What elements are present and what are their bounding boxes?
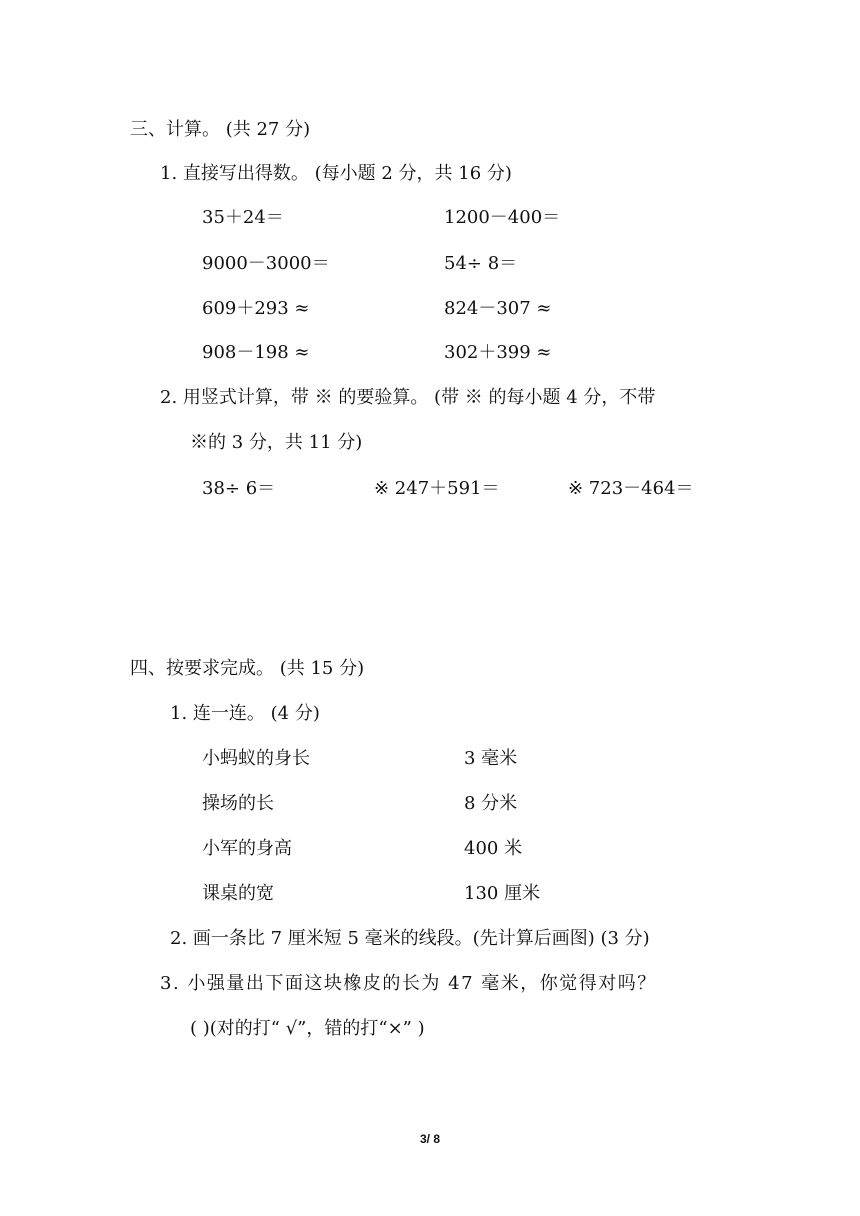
calc-item: 609＋293 ≈ [202, 298, 310, 319]
question-3-1-title: 1. 直接写出得数。 (每小题 2 分，共 16 分) [160, 163, 512, 184]
match-left-item: 小军的身高 [202, 838, 292, 859]
match-right-item: 3 毫米 [464, 748, 518, 769]
calc-item: 908－198 ≈ [202, 342, 310, 363]
question-4-3-title: 3. 小强量出下面这块橡皮的长为 47 毫米，你觉得对吗？ [160, 973, 657, 994]
calc-item: 1200－400＝ [444, 207, 561, 228]
vertical-calc-problem: 38÷ 6＝ [202, 478, 276, 499]
calc-item: 302＋399 ≈ [444, 342, 552, 363]
question-3-2-title-line1: 2. 用竖式计算，带 ※ 的要验算。 (带 ※ 的每小题 4 分，不带 [160, 387, 656, 408]
match-right-item: 130 厘米 [464, 883, 541, 904]
page-number: 3/ 8 [419, 1132, 440, 1146]
match-right-item: 400 米 [464, 838, 523, 859]
vertical-calc-problem: ※ 723－464＝ [568, 478, 694, 499]
vertical-calc-problem: ※ 247＋591＝ [374, 478, 500, 499]
section-3-heading: 三、计算。 (共 27 分) [130, 119, 311, 140]
question-4-2-title: 2. 画一条比 7 厘米短 5 毫米的线段。(先计算后画图) (3 分) [170, 928, 650, 949]
question-3-2-title-line2: ※的 3 分，共 11 分) [190, 432, 363, 453]
answer-blank-line: ( )(对的打“ √”，错的打“×” ) [190, 1018, 425, 1039]
match-left-item: 小蚂蚁的身长 [202, 748, 310, 769]
match-left-item: 操场的长 [202, 793, 274, 814]
calc-item: 824－307 ≈ [444, 298, 552, 319]
section-4-heading: 四、按要求完成。 (共 15 分) [130, 658, 365, 679]
question-4-1-title: 1. 连一连。 (4 分) [170, 703, 320, 724]
calc-item: 9000－3000＝ [202, 253, 330, 274]
match-right-item: 8 分米 [464, 793, 518, 814]
calc-item: 35＋24＝ [202, 207, 284, 228]
match-left-item: 课桌的宽 [202, 883, 274, 904]
calc-item: 54÷ 8＝ [444, 253, 518, 274]
